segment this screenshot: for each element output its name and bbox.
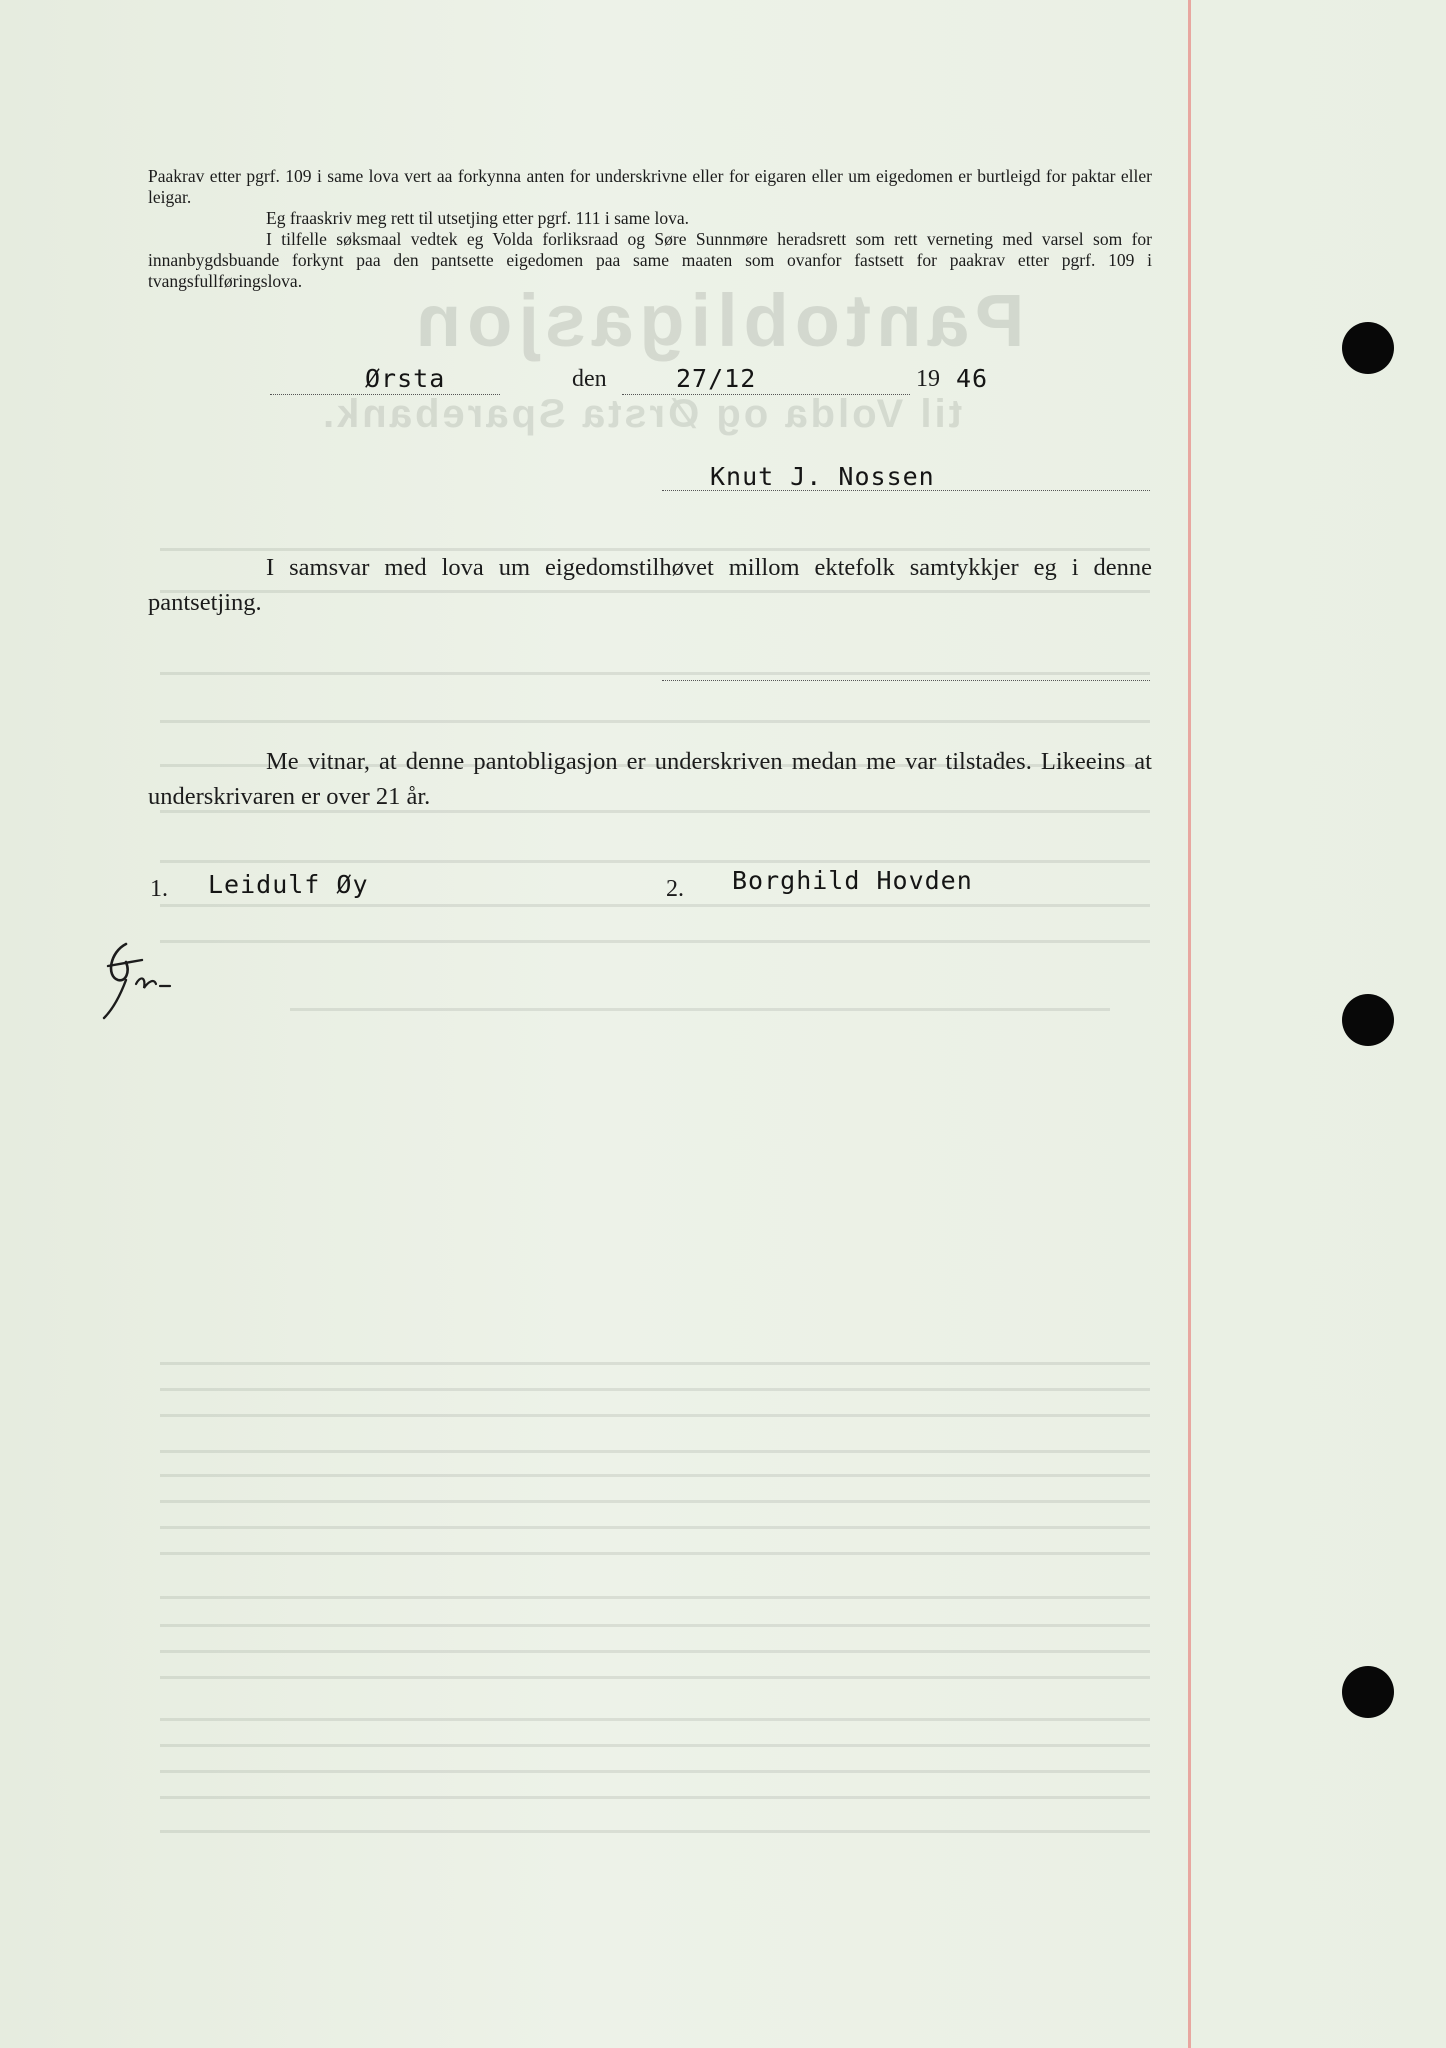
date-place: Ørsta — [365, 364, 446, 393]
bleed-through-rule — [160, 1500, 1150, 1503]
bleed-through-rule — [160, 1676, 1150, 1679]
bleed-through-rule — [160, 1596, 1150, 1599]
bleed-through-rule — [160, 1718, 1150, 1721]
bleed-through-rule — [160, 1796, 1150, 1799]
bleed-through-rule — [160, 1414, 1150, 1417]
bleed-through-rule — [290, 1008, 1110, 1011]
witness-statement: Me vitnar, at denne pantobligasjon er underskriven medan me var tilstaḋes. Likeeins at underskrivaren er over 21 år. — [148, 748, 1152, 810]
witness-2-name: Borghild Hovden — [732, 866, 973, 895]
handwritten-initials — [96, 936, 186, 1026]
spouse-consent-text: I samsvar med lova um eigedomstilhøvet millom ektefolk samtykkjer eg i denne pantsetjing. — [148, 554, 1152, 616]
date-den-label: den — [572, 366, 607, 392]
witness-1-number: 1. — [150, 876, 168, 902]
punch-hole-middle — [1342, 994, 1394, 1046]
bleed-through-rule — [160, 1650, 1150, 1653]
date-fill-line — [622, 394, 910, 395]
bleed-through-rule — [160, 1830, 1150, 1833]
bleed-through-rule — [160, 904, 1150, 907]
bleed-through-rule — [160, 720, 1150, 723]
punch-hole-bottom — [1342, 1666, 1394, 1718]
bleed-through-rule — [160, 1450, 1150, 1453]
bleed-through-rule — [160, 1474, 1150, 1477]
bleed-through-rule — [160, 1362, 1150, 1365]
bleed-through-subheading: til Volda og Ørsta Sparebank. — [320, 392, 962, 436]
bleed-through-rule — [160, 1624, 1150, 1627]
bleed-through-rule — [160, 1744, 1150, 1747]
bleed-through-rule — [160, 1388, 1150, 1391]
signature-line — [662, 490, 1150, 491]
witness-1-name: Leidulf Øy — [208, 870, 369, 899]
place-fill-line — [270, 394, 500, 395]
margin-rule — [1188, 0, 1191, 2048]
bleed-through-rule — [160, 672, 1150, 675]
debtor-signature: Knut J. Nossen — [710, 462, 935, 491]
punch-hole-top — [1342, 322, 1394, 374]
spouse-signature-line — [662, 680, 1150, 681]
bleed-through-rule — [160, 1526, 1150, 1529]
bleed-through-heading: Pantobligasjon — [410, 279, 1025, 362]
date-value: 27/12 — [676, 364, 757, 393]
year-prefix: 19 — [916, 366, 940, 392]
clause-demand-notice: Paakrav etter pgrf. 109 i same lova vert aa forkynna anten for underskrivne eller for eigaren eller um eigedomen er burtleigd for paktar eller leigar. — [148, 166, 1152, 207]
bleed-through-rule — [160, 940, 1150, 943]
clause-waiver: Eg fraaskriv meg rett til utsetjing etter pgrf. 111 i same lova. — [266, 208, 689, 228]
witness-2-number: 2. — [666, 876, 684, 902]
clause-jurisdiction: I tilfelle søksmaal vedtek eg Volda forliksraad og Søre Sunnmøre heradsrett som rett verneting med varsel som for innanbygdsbuande forkynt paa den pantsette eigedomen paa same maaten som ovanfor fastsett for paakrav etter pgrf. 109 i tvangsfullføringslova. — [148, 229, 1152, 291]
year-suffix: 46 — [956, 364, 989, 393]
bleed-through-rule — [160, 1770, 1150, 1773]
bleed-through-rule — [160, 1552, 1150, 1555]
bleed-through-rule — [160, 860, 1150, 863]
